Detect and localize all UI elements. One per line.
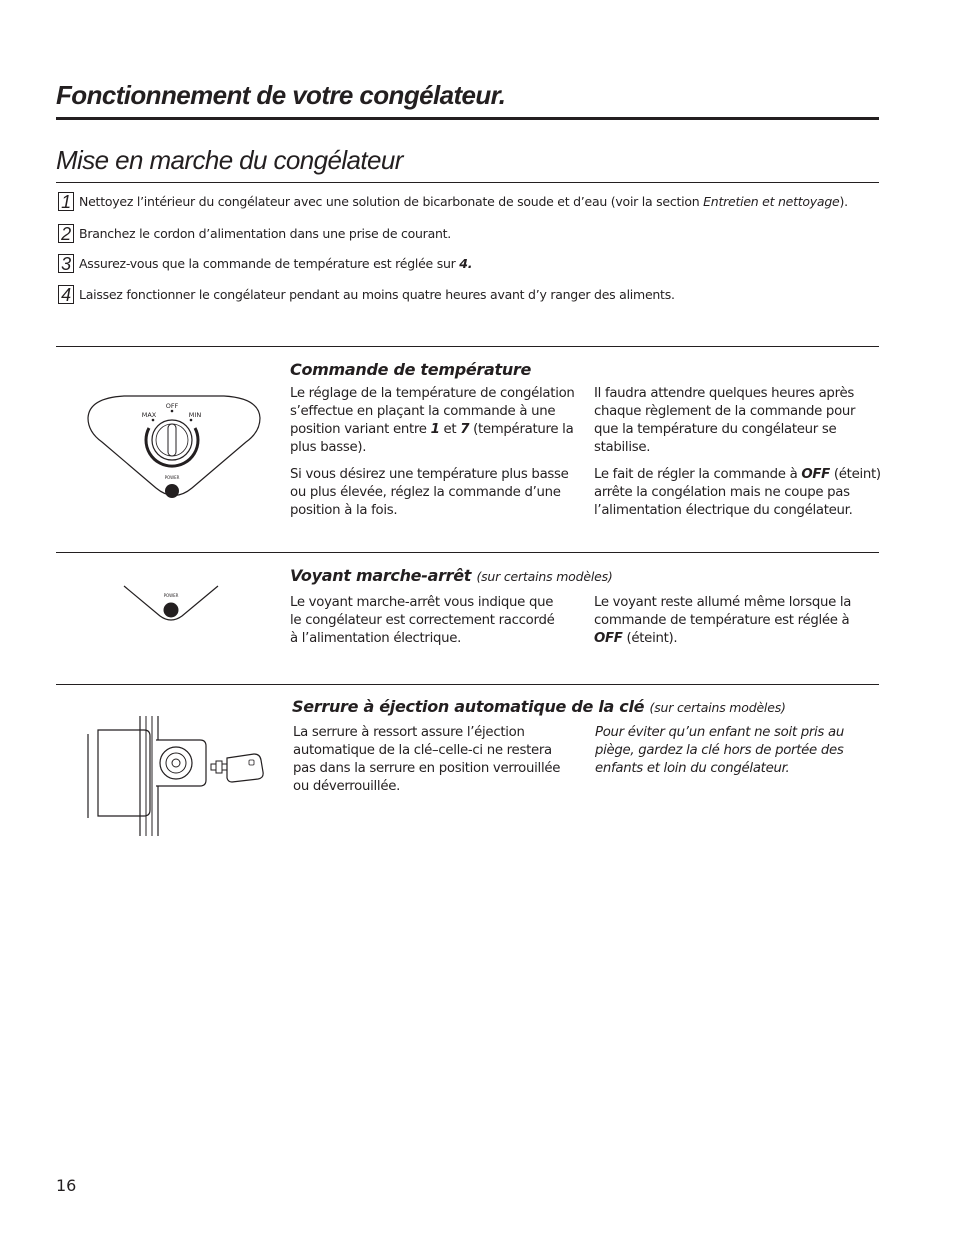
page-number: 16 [56, 1176, 77, 1195]
power-light-title: Voyant marche-arrêt (sur certains modèles) [290, 566, 613, 585]
step-text: Assurez-vous que la commande de température est réglée sur 4. [79, 256, 473, 271]
step-text: Laissez fonctionner le congélateur pendant au moins quatre heures avant d’y ranger des aliments. [79, 287, 675, 302]
step-number: 1 [58, 192, 74, 211]
step-3 [58, 254, 472, 273]
step-text: Branchez le cordon d’alimentation dans une prise de courant. [79, 226, 452, 241]
power-light-icon [165, 484, 179, 498]
key-lock-illustration [84, 714, 274, 840]
step-number: 4 [58, 285, 74, 304]
temperature-left-column: Le réglage de la température de congélation s’effectue en plaçant la commande à une position variant entre 1 et 7 (température la plus basse). Si vous désirez une température plus basse ou plus élevée, réglez la commande d’une position à la fois. [290, 386, 575, 518]
lock-right-column: Pour éviter qu’un enfant ne soit pris au piège, gardez la clé hors de portée des enfants et loin du congélateur. [595, 725, 844, 776]
temperature-dial-illustration [84, 388, 264, 503]
power-label: POWER [163, 593, 179, 598]
power-light-right-column: Le voyant reste allumé même lorsque la commande de température est réglée à OFF (éteint). [594, 595, 852, 646]
page-title: Fonctionnement de votre congélateur. [56, 80, 506, 110]
dial-max-label: MAX [141, 411, 157, 419]
subtitle-rule [56, 182, 879, 183]
title-rule [56, 117, 879, 120]
key-icon [211, 754, 263, 782]
section-rule-power-light [56, 552, 879, 553]
section-title: Mise en marche du congélateur [56, 145, 403, 175]
power-light-icon [164, 603, 179, 618]
step-number: 2 [58, 224, 74, 243]
step-2 [58, 224, 451, 243]
power-light-illustration [120, 582, 222, 624]
power-label: POWER [164, 475, 180, 480]
step-1 [58, 192, 848, 211]
step-4 [58, 285, 675, 304]
step-number: 3 [58, 254, 74, 273]
dial-min-label: MIN [188, 411, 202, 419]
step-text: Nettoyez l’intérieur du congélateur avec une solution de bicarbonate de soude et d’eau (voir la section Entretien et nettoyage). [79, 194, 848, 209]
temperature-title: Commande de température [290, 360, 532, 379]
dial-off-label: OFF [165, 402, 179, 410]
lock-title: Serrure à éjection automatique de la clé (sur certains modèles) [292, 697, 786, 716]
section-rule-lock [56, 684, 879, 685]
power-light-left-column: Le voyant marche-arrêt vous indique que le congélateur est correctement raccordé à l’alimentation électrique. [290, 595, 555, 646]
lock-cylinder-icon [160, 747, 192, 779]
section-rule-temperature [56, 346, 879, 347]
temperature-right-column: Il faudra attendre quelques heures après chaque règlement de la commande pour que la température du congélateur se stabilise. Le fait de régler la commande à OFF (éteint) arrête la congélation mais ne coupe pas l’alimentation électrique du congélateur. [594, 386, 881, 518]
lock-left-column: La serrure à ressort assure l’éjection automatique de la clé–celle-ci ne restera pas dans la serrure en position verrouillée ou déverrouillée. [293, 725, 561, 794]
